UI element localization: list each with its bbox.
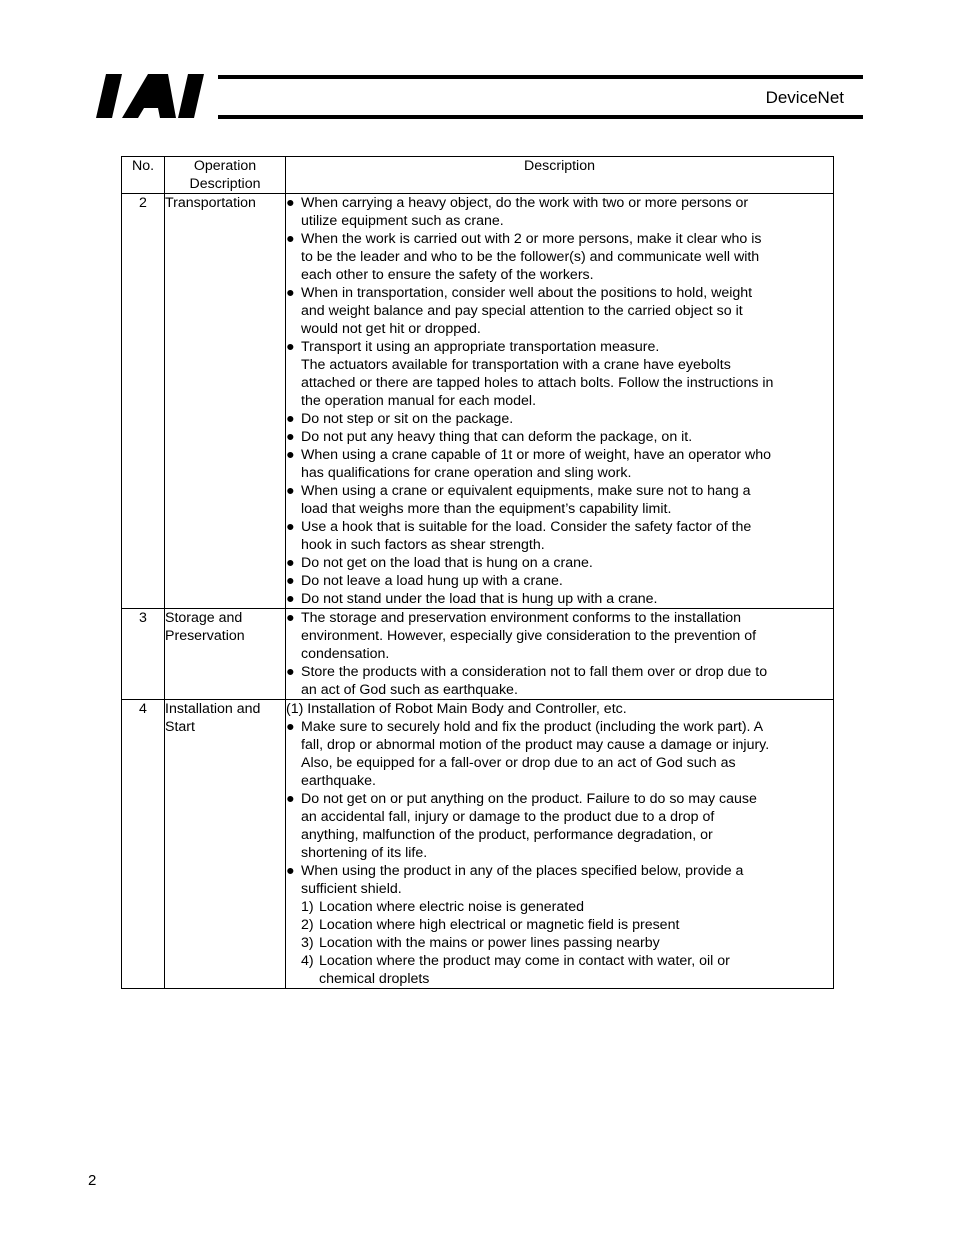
- bullet-icon: ●: [286, 591, 295, 607]
- operation-line: Installation and: [165, 701, 261, 717]
- bullet-item: [286, 554, 833, 572]
- operation-line: Preservation: [165, 628, 245, 644]
- bullet-text: Do not put any heavy thing that can deform the package, on it.: [301, 429, 693, 445]
- operation-line: Storage and: [165, 610, 243, 626]
- bullet-text-continued: earthquake.: [301, 773, 376, 789]
- bullet-item: [286, 482, 833, 518]
- bullet-item: [286, 428, 833, 446]
- bullet-icon: ●: [286, 447, 295, 463]
- bullet-text: Do not step or sit on the package.: [301, 411, 514, 427]
- bullet-text: When using a crane capable of 1t or more of weight, have an operator who: [301, 447, 772, 463]
- bullet-text: When in transportation, consider well about the positions to hold, weight: [301, 285, 753, 301]
- bullet-item: [286, 790, 833, 862]
- bullet-icon: ●: [286, 573, 295, 589]
- bullet-text: Do not get on or put anything on the product. Failure to do so may cause: [301, 791, 757, 807]
- header-rule-bottom: [218, 115, 863, 119]
- table-row: [122, 609, 834, 700]
- bullet-item: [286, 410, 833, 428]
- bullet-item: [286, 338, 833, 410]
- row-operation: [165, 609, 286, 700]
- bullet-text-continued: shortening of its life.: [301, 845, 428, 861]
- row-description: [286, 609, 834, 700]
- bullet-text-continued: condensation.: [301, 646, 390, 662]
- table-header-row: [122, 157, 834, 194]
- bullet-text: Use a hook that is suitable for the load. Consider the safety factor of the: [301, 519, 752, 535]
- bullet-text: Do not stand under the load that is hung up with a crane.: [301, 591, 658, 607]
- bullet-icon: ●: [286, 863, 295, 879]
- bullet-text-continued: fall, drop or abnormal motion of the product may cause a damage or injury.: [301, 737, 770, 753]
- item-number: 2): [301, 917, 314, 933]
- numbered-item: [286, 898, 833, 916]
- document-name: DeviceNet: [765, 88, 844, 107]
- bullet-icon: ●: [286, 285, 295, 301]
- header-operation-line-2: Description: [189, 176, 261, 192]
- item-number: 3): [301, 935, 314, 951]
- header-no: No.: [122, 157, 165, 194]
- row-description: [286, 700, 834, 989]
- bullet-item: [286, 284, 833, 338]
- section-heading: (1) Installation of Robot Main Body and Controller, etc.: [286, 701, 627, 717]
- bullet-item: [286, 230, 833, 284]
- bullet-text: Transport it using an appropriate transportation measure.: [301, 339, 660, 355]
- bullet-text: The storage and preservation environment conforms to the installation: [301, 610, 742, 626]
- iai-logo: [96, 72, 214, 120]
- numbered-text: Location where high electrical or magnetic field is present: [319, 917, 680, 933]
- row-number: 2: [122, 194, 165, 609]
- bullet-item: [286, 663, 833, 699]
- bullet-icon: ●: [286, 610, 295, 626]
- item-number: 1): [301, 899, 314, 915]
- bullet-item: [286, 572, 833, 590]
- bullet-text-continued: load that weighs more than the equipment’s capability limit.: [301, 501, 672, 517]
- bullet-text: Store the products with a consideration not to fall them over or drop due to: [301, 664, 768, 680]
- bullet-icon: ●: [286, 411, 295, 427]
- bullet-text-continued: environment. However, especially give consideration to the prevention of: [301, 628, 757, 644]
- bullet-text-continued: an accidental fall, injury or damage to the product due to a drop of: [301, 809, 715, 825]
- bullet-icon: ●: [286, 519, 295, 535]
- safety-table: [121, 156, 834, 989]
- bullet-text-continued: the operation manual for each model.: [301, 393, 537, 409]
- bullet-item: [286, 194, 833, 230]
- table-row: [122, 194, 834, 609]
- bullet-icon: ●: [286, 555, 295, 571]
- bullet-text-continued: would not get hit or dropped.: [301, 321, 481, 337]
- row-number: 4: [122, 700, 165, 989]
- row-number: 3: [122, 609, 165, 700]
- operation-line: Start: [165, 719, 195, 735]
- bullet-text: When the work is carried out with 2 or more persons, make it clear who is: [301, 231, 762, 247]
- row-description: [286, 194, 834, 609]
- numbered-text: Location where the product may come in contact with water, oil or: [319, 953, 730, 969]
- item-number: 4): [301, 953, 314, 969]
- bullet-icon: ●: [286, 339, 295, 355]
- bullet-text-continued: attached or there are tapped holes to attach bolts. Follow the instructions in: [301, 375, 774, 391]
- numbered-text: chemical droplets: [319, 971, 430, 987]
- row-operation: [165, 700, 286, 989]
- bullet-text: When using the product in any of the places specified below, provide a: [301, 863, 744, 879]
- bullet-item: [286, 609, 833, 663]
- bullet-text-continued: an act of God such as earthquake.: [301, 682, 518, 698]
- bullet-icon: ●: [286, 483, 295, 499]
- bullet-text-continued: hook in such factors as shear strength.: [301, 537, 545, 553]
- row-operation: [165, 194, 286, 609]
- bullet-item: [286, 518, 833, 554]
- bullet-text: Make sure to securely hold and fix the product (including the work part). A: [301, 719, 764, 735]
- bullet-text-continued: has qualifications for crane operation and sling work.: [301, 465, 632, 481]
- bullet-icon: ●: [286, 791, 295, 807]
- bullet-text-continued: anything, malfunction of the product, performance degradation, or: [301, 827, 713, 843]
- numbered-item: [286, 934, 833, 952]
- bullet-icon: ●: [286, 719, 295, 735]
- numbered-item: [286, 916, 833, 934]
- bullet-icon: ●: [286, 195, 295, 211]
- bullet-text-continued: Also, be equipped for a fall-over or drop due to an act of God such as: [301, 755, 736, 771]
- bullet-text-continued: sufficient shield.: [301, 881, 402, 897]
- bullet-icon: ●: [286, 664, 295, 680]
- bullet-text-continued: each other to ensure the safety of the workers.: [301, 267, 594, 283]
- bullet-item: [286, 590, 833, 608]
- numbered-text: Location where electric noise is generated: [319, 899, 584, 915]
- numbered-item: [286, 952, 833, 988]
- table-row: [122, 700, 834, 989]
- bullet-icon: ●: [286, 231, 295, 247]
- page-number: 2: [88, 1172, 97, 1189]
- bullet-text-continued: and weight balance and pay special attention to the carried object so it: [301, 303, 743, 319]
- header-description: Description: [286, 157, 834, 194]
- bullet-item: [286, 718, 833, 790]
- bullet-text: Do not get on the load that is hung on a crane.: [301, 555, 593, 571]
- bullet-text: Do not leave a load hung up with a crane.: [301, 573, 563, 589]
- operation-line: Transportation: [165, 195, 256, 211]
- header-operation-line-1: Operation: [193, 158, 257, 174]
- bullet-text-continued: utilize equipment such as crane.: [301, 213, 504, 229]
- numbered-text: Location with the mains or power lines passing nearby: [319, 935, 660, 951]
- header-operation: [165, 157, 286, 194]
- bullet-item: [286, 446, 833, 482]
- bullet-item: [286, 862, 833, 898]
- bullet-text: When using a crane or equivalent equipments, make sure not to hang a: [301, 483, 751, 499]
- bullet-icon: ●: [286, 429, 295, 445]
- header-rule-top: [218, 75, 863, 79]
- bullet-text-continued: to be the leader and who to be the follower(s) and communicate well with: [301, 249, 760, 265]
- bullet-text-continued: The actuators available for transportation with a crane have eyebolts: [301, 357, 731, 373]
- bullet-text: When carrying a heavy object, do the work with two or more persons or: [301, 195, 749, 211]
